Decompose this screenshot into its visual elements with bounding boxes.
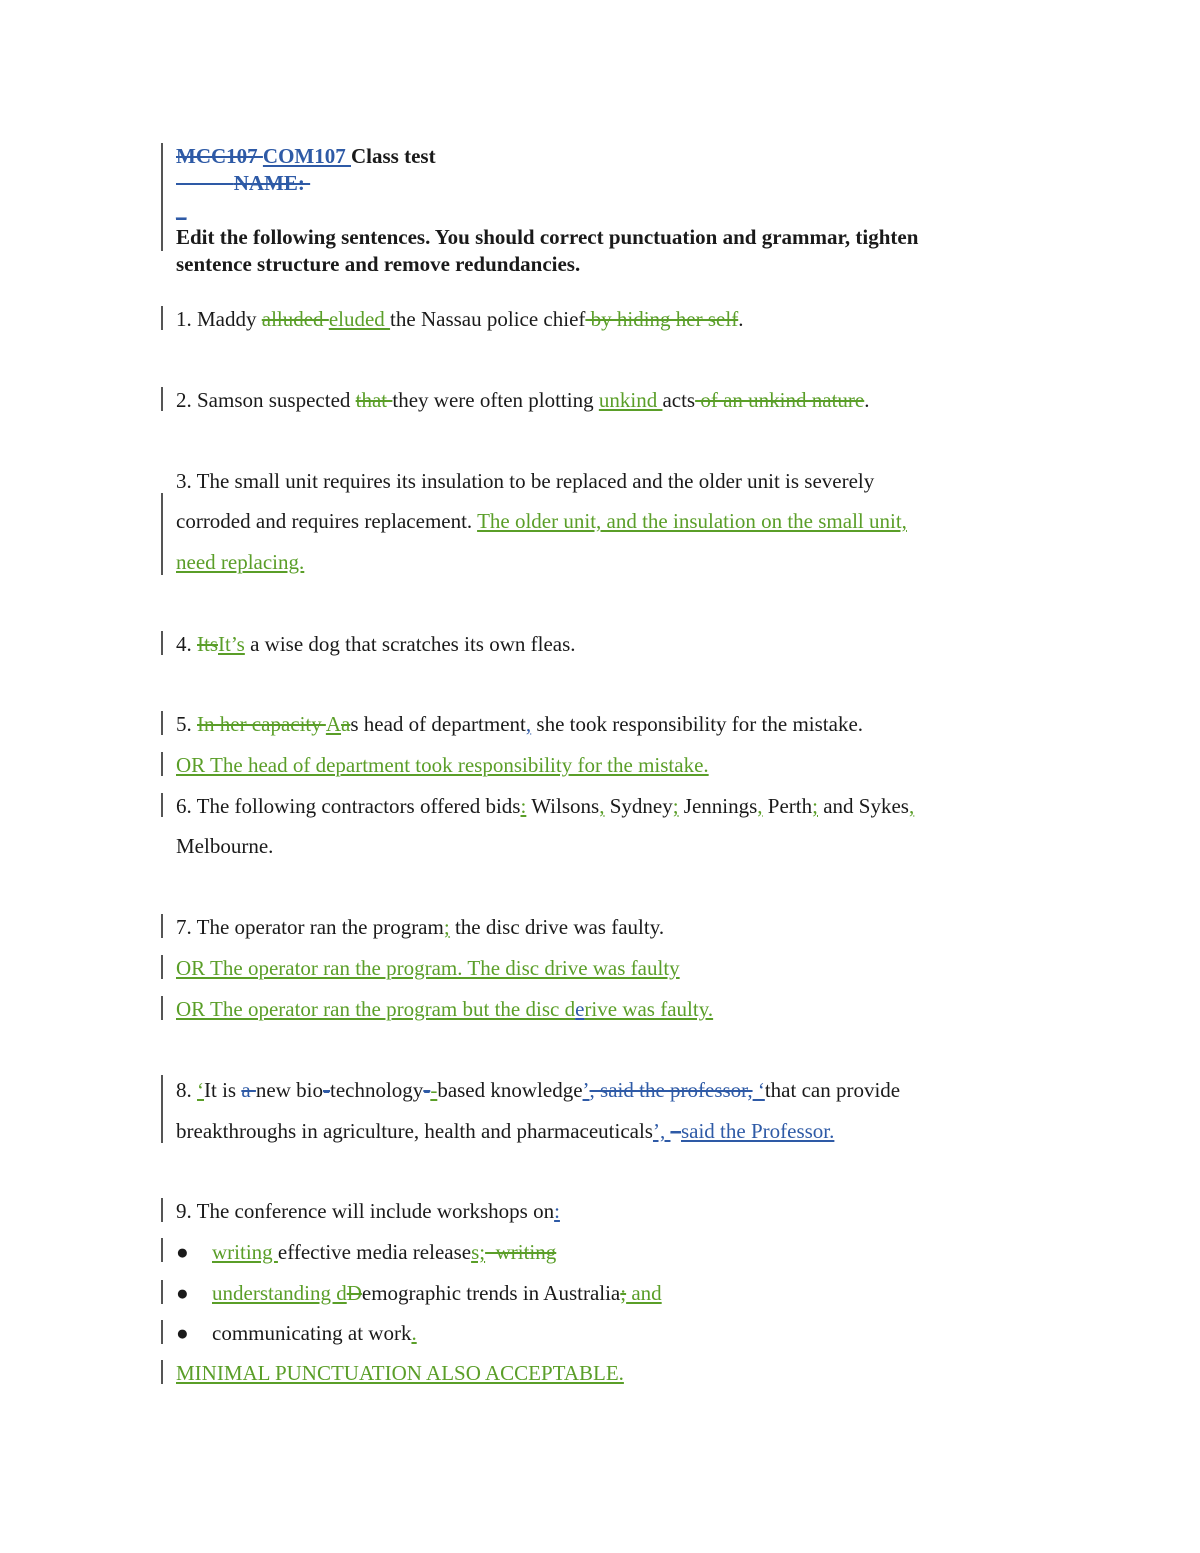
change-bar <box>161 493 163 575</box>
change-bar <box>161 1238 163 1262</box>
document-title: MCC107 COM107 Class test <box>176 144 436 168</box>
question-4: 4. ItsIt’s a wise dog that scratches its own fleas. <box>176 632 576 656</box>
change-bar <box>161 914 163 938</box>
question-9: 9. The conference will include workshops on: <box>176 1199 560 1223</box>
change-bar <box>161 143 163 251</box>
question-3: need replacing. <box>176 550 305 574</box>
change-bar <box>161 1360 163 1384</box>
question-5-alternative: OR The head of department took responsibility for the mistake. <box>176 753 709 777</box>
question-8: 8. ‘It is a new bio-technology--based knowledge’, said the professor, ‘that can provide <box>176 1078 901 1102</box>
change-bar <box>161 1280 163 1304</box>
question-1: 1. Maddy alluded eluded the Nassau police chief by hiding her self. <box>176 307 744 331</box>
change-bar <box>161 955 163 979</box>
question-5: 5. In her capacity Aas head of department, she took responsibility for the mistake. <box>176 712 864 736</box>
bullet-icon: ● <box>176 1321 189 1345</box>
change-bar <box>161 1198 163 1222</box>
instructions: sentence structure and remove redundancies. <box>176 252 581 276</box>
list-item: ● understanding dDemographic trends in Australia; and <box>176 1281 662 1305</box>
change-bar <box>161 631 163 655</box>
change-bar <box>161 996 163 1020</box>
change-bar <box>161 306 163 330</box>
change-bar <box>161 793 163 817</box>
question-3: 3. The small unit requires its insulation to be replaced and the older unit is severely <box>176 469 875 493</box>
name-field-label: NAME: <box>233 171 311 195</box>
bullet-icon: ● <box>176 1281 189 1305</box>
change-bar <box>161 1320 163 1344</box>
bullet-icon: ● <box>176 1240 189 1264</box>
change-bar <box>161 711 163 735</box>
change-bar <box>161 752 163 776</box>
question-7-alternative: OR The operator ran the program. The disc drive was faulty <box>176 956 680 980</box>
change-bar <box>161 1075 163 1143</box>
question-7-alternative: OR The operator ran the program but the disc derive was faulty. <box>176 997 714 1021</box>
instructions: Edit the following sentences. You should correct punctuation and grammar, tighten <box>176 225 919 249</box>
question-2: 2. Samson suspected that they were often plotting unkind acts of an unkind nature. <box>176 388 870 412</box>
list-item: ● writing effective media releases; writing <box>176 1240 557 1264</box>
name-underscore: _ <box>176 197 187 221</box>
question-3: corroded and requires replacement. The older unit, and the insulation on the small unit, <box>176 509 907 533</box>
question-8: breakthroughs in agriculture, health and pharmaceuticals’, –said the Professor. <box>176 1119 835 1143</box>
change-bar <box>161 387 163 411</box>
punctuation-note: MINIMAL PUNCTUATION ALSO ACCEPTABLE. <box>176 1361 624 1385</box>
question-6: Melbourne. <box>176 834 274 858</box>
question-7: 7. The operator ran the program; the disc drive was faulty. <box>176 915 665 939</box>
question-6: 6. The following contractors offered bids: Wilsons, Sydney; Jennings, Perth; and Sykes, <box>176 794 915 818</box>
list-item: ● communicating at work. <box>176 1321 417 1345</box>
